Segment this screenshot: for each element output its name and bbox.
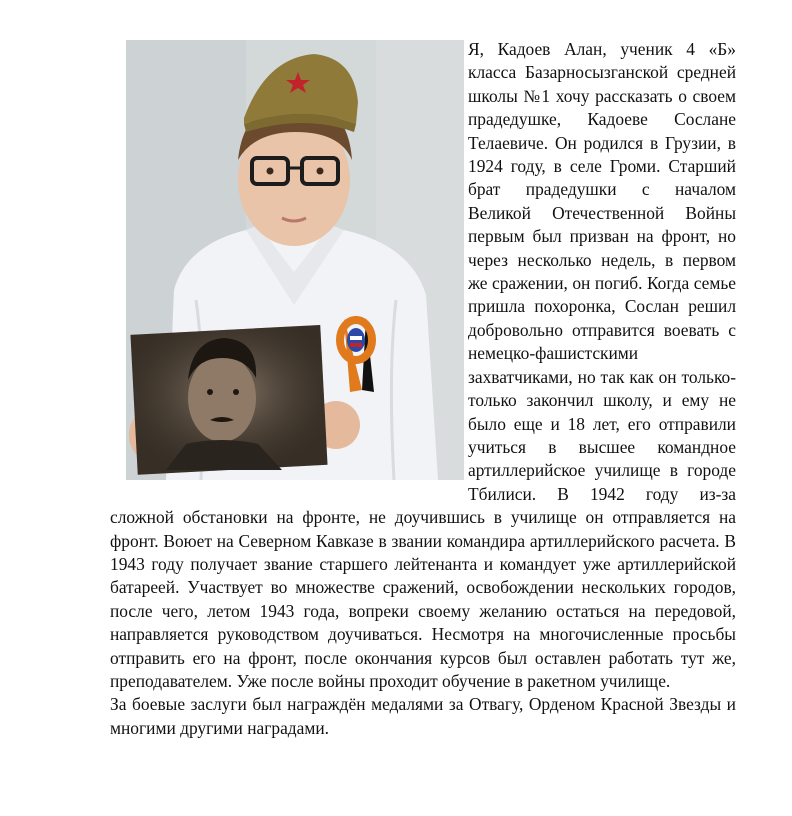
paragraph-2: За боевые заслуги был награждён медалями за Отвагу, Орденом Красной Звезды и многими другими наградами. [110, 694, 736, 738]
article-text [110, 38, 736, 740]
paragraph-1: Я, Кадоев Алан, ученик 4 «Б» класса Базарносызганской средней школы №1 хочу рассказать о своем прадедушке, Кадоеве Сослане Телаевиче. Он родился в Грузии, в 1924 году, в селе Громи. Старший брат прадедушки с началом Великой Отечественной Войны первым был призван на фронт, но через несколько недель, в первом же сражении, он погиб. Когда семье пришла похоронка, Сослан решил добровольно отправится воевать с немецко-фашистскими захватчиками, но так как он только-только закончил школу, и ему не было еще и 18 лет, его отправили учиться в высшее командное артиллерийское училище в городе Тбилиси. В 1942 году из-за сложной обстановки на фронте, не доучившись в училище он отправляется на фронт. Воюет на Северном Кавказе в звании командира артиллерийского расчета. В 1943 году получает звание старшего лейтенанта и командует уже артиллерийской батареей. Участвует во множестве сражений, освобождении нескольких городов, после чего, летом 1943 года, вопреки своему желанию остаться на передовой, направляется руководством доучиваться. Несмотря на многочисленные просьбы отправить его на фронт, после окончания курсов был оставлен работать тут же, преподавателем. Уже после войны проходит обучение в ракетном училище. [110, 39, 736, 691]
photo-spacer [110, 38, 468, 485]
